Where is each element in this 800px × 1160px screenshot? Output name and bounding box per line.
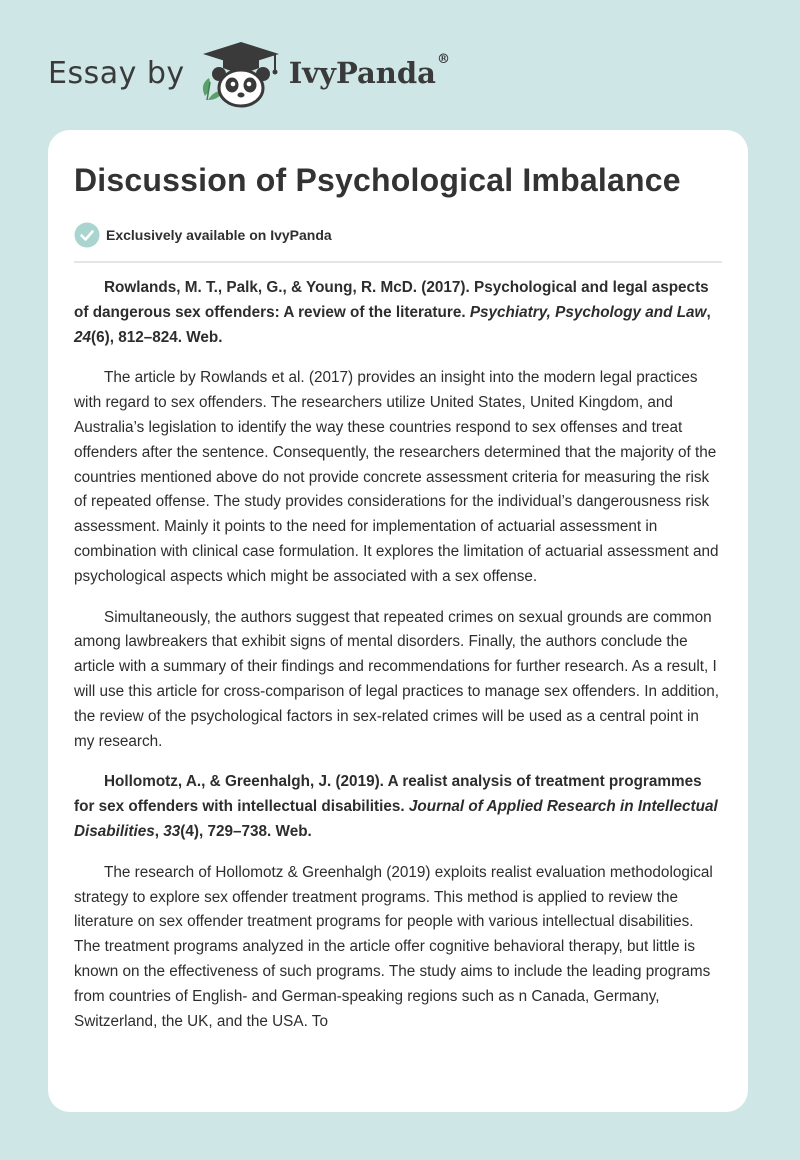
document-card [48,130,748,1112]
divider [74,261,722,263]
exclusive-badge [74,222,332,248]
registered-mark: ® [436,52,450,67]
check-icon [74,222,100,248]
reference-1: Rowlands, M. T., Palk, G., & Young, R. McD. (2017). Psychological and legal aspects of dangerous sex offenders: A review of the literature. Psychiatry, Psychology and Law, 24(6), 812–824. Web. [74,279,711,346]
brand-prefix: Essay by [48,55,185,91]
paragraph-1: The article by Rowlands et al. (2017) provides an insight into the modern legal practices with regard to sex offenders. The researchers utilize United States, United Kingdom, and Australia’s legislation to identify the way these countries respond to sex offenses and treat offenders after the sentence. Consequently, the researchers determined that the majority of the countries mentioned above do not provide concrete assessment criteria for measuring the risk of repeated offense. The study provides considerations for the individual’s dangerousness risk assessment. Mainly it points to the need for implementation of actuarial assessment in combination with clinical case formulation. It explores the limitation of actuarial assessment and psychological aspects which might be associated with a sex offense. [74,369,719,585]
panda-logo-icon[interactable] [195,38,287,108]
site-header [48,38,450,108]
essay-body [74,276,722,1050]
paragraph-2: Simultaneously, the authors suggest that repeated crimes on sexual grounds are common among lawbreakers that exhibit signs of mental disorders. Finally, the authors conclude the article with a summary of their findings and recommendations for further research. As a result, I will use this article for cross-comparison of legal practices to manage sex offenders. In addition, the review of the psychological factors in sex-related crimes will be used as a central point in my research. [74,608,720,750]
exclusive-badge-label: Exclusively available on IvyPanda [106,227,332,243]
page-title: Discussion of Psychological Imbalance [74,162,681,198]
brand-name[interactable]: IvyPanda® [288,52,450,90]
paragraph-3: The research of Hollomotz & Greenhalgh (2019) exploits realist evaluation methodological strategy to explore sex offender treatment programs. This method is applied to review the literature on sex offender treatment programs for people with various intellectual disabilities. The treatment programs analyzed in the article offer cognitive behavioral therapy, but little is known on the effectiveness of such programs. The study aims to include the leading programs from countries of English- and German-speaking regions such as n Canada, Germany, Switzerland, the UK, and the USA. To [74,863,713,1030]
reference-2: Hollomotz, A., & Greenhalgh, J. (2019). A realist analysis of treatment programmes for sex offenders with intellectual disabilities. Journal of Applied Research in Intellectual Disabilities, 33(4), 729–738. Web. [74,773,718,840]
